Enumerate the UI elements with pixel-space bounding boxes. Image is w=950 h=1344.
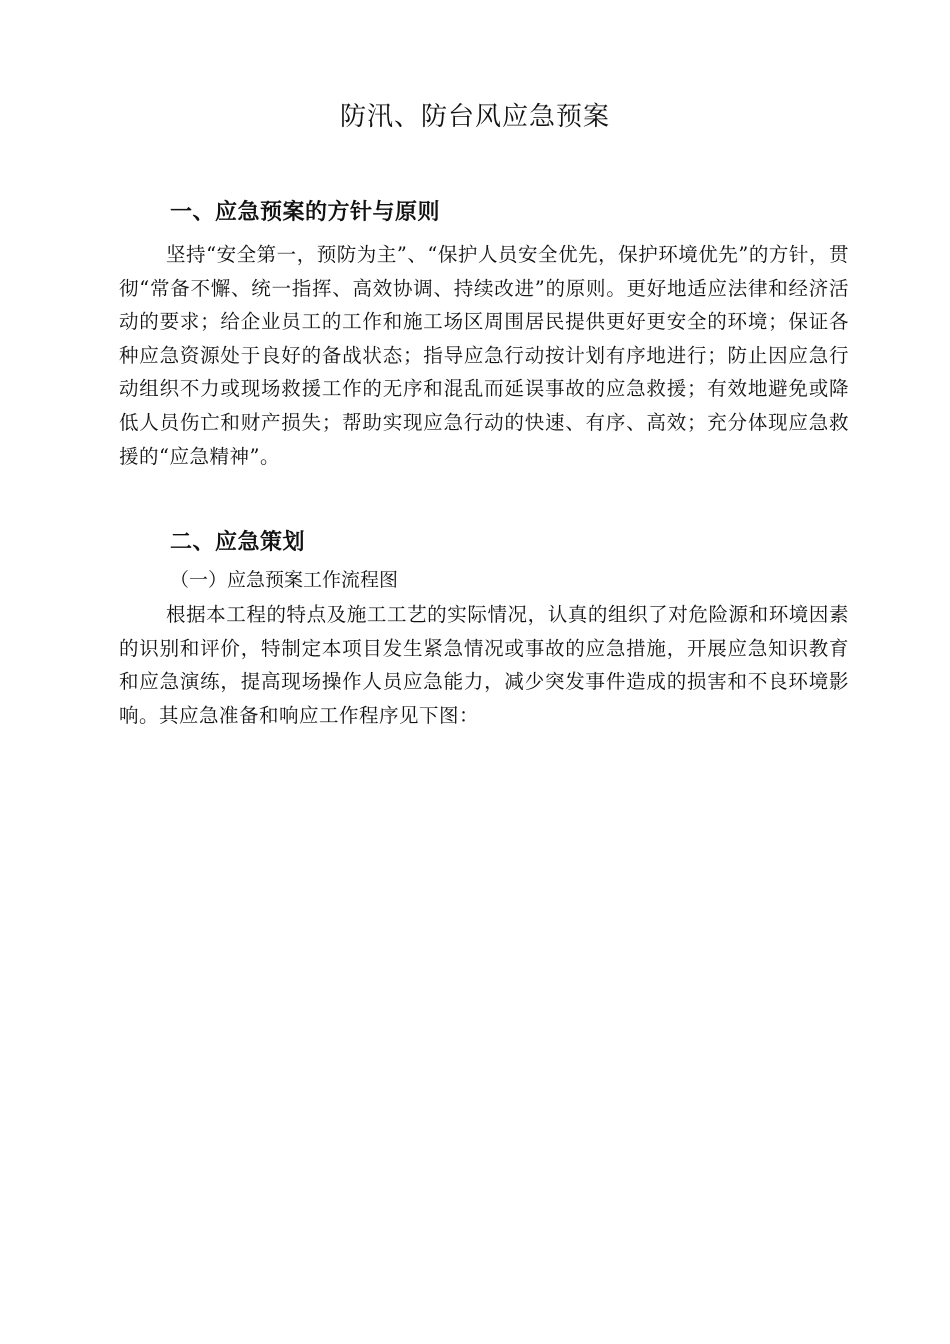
section-heading-planning: 二、应急策划 bbox=[170, 530, 306, 555]
document-title: 防汛、防台风应急预案 bbox=[339, 102, 610, 132]
principles-paragraph: 坚持“安全第一，预防为主”、“保护人员安全优先，保护环境优先”的方针，贯彻“常备不懈、统一指挥、高效协调、持续改进”的原则。更好地适应法律和经济活动的要求；给企业员工的工作和施工场区周围居民提供更好更安全的环境；保证各种应急资源处于良好的备战状态；指导应急行动按计划有序地进行；防止因应急行动组织不力或现场救援工作的无序和混乱而延误事故的应急救援；有效地避免或降低人员伤亡和财产损失；帮助实现应急行动的快速、有序、高效；充分体现应急救援的“应急精神”。 bbox=[119, 243, 849, 468]
section-heading-principles: 一、应急预案的方针与原则 bbox=[170, 200, 441, 225]
subsection-heading-workflow: （一）应急预案工作流程图 bbox=[170, 569, 399, 591]
planning-paragraph: 根据本工程的特点及施工工艺的实际情况，认真的组织了对危险源和环境因素的识别和评价，特制定本项目发生紧急情况或事故的应急措施，开展应急知识教育和应急演练，提高现场操作人员应急能力，减少突发事件造成的损害和不良环境影响。其应急准备和响应工作程序见下图： bbox=[119, 603, 849, 727]
